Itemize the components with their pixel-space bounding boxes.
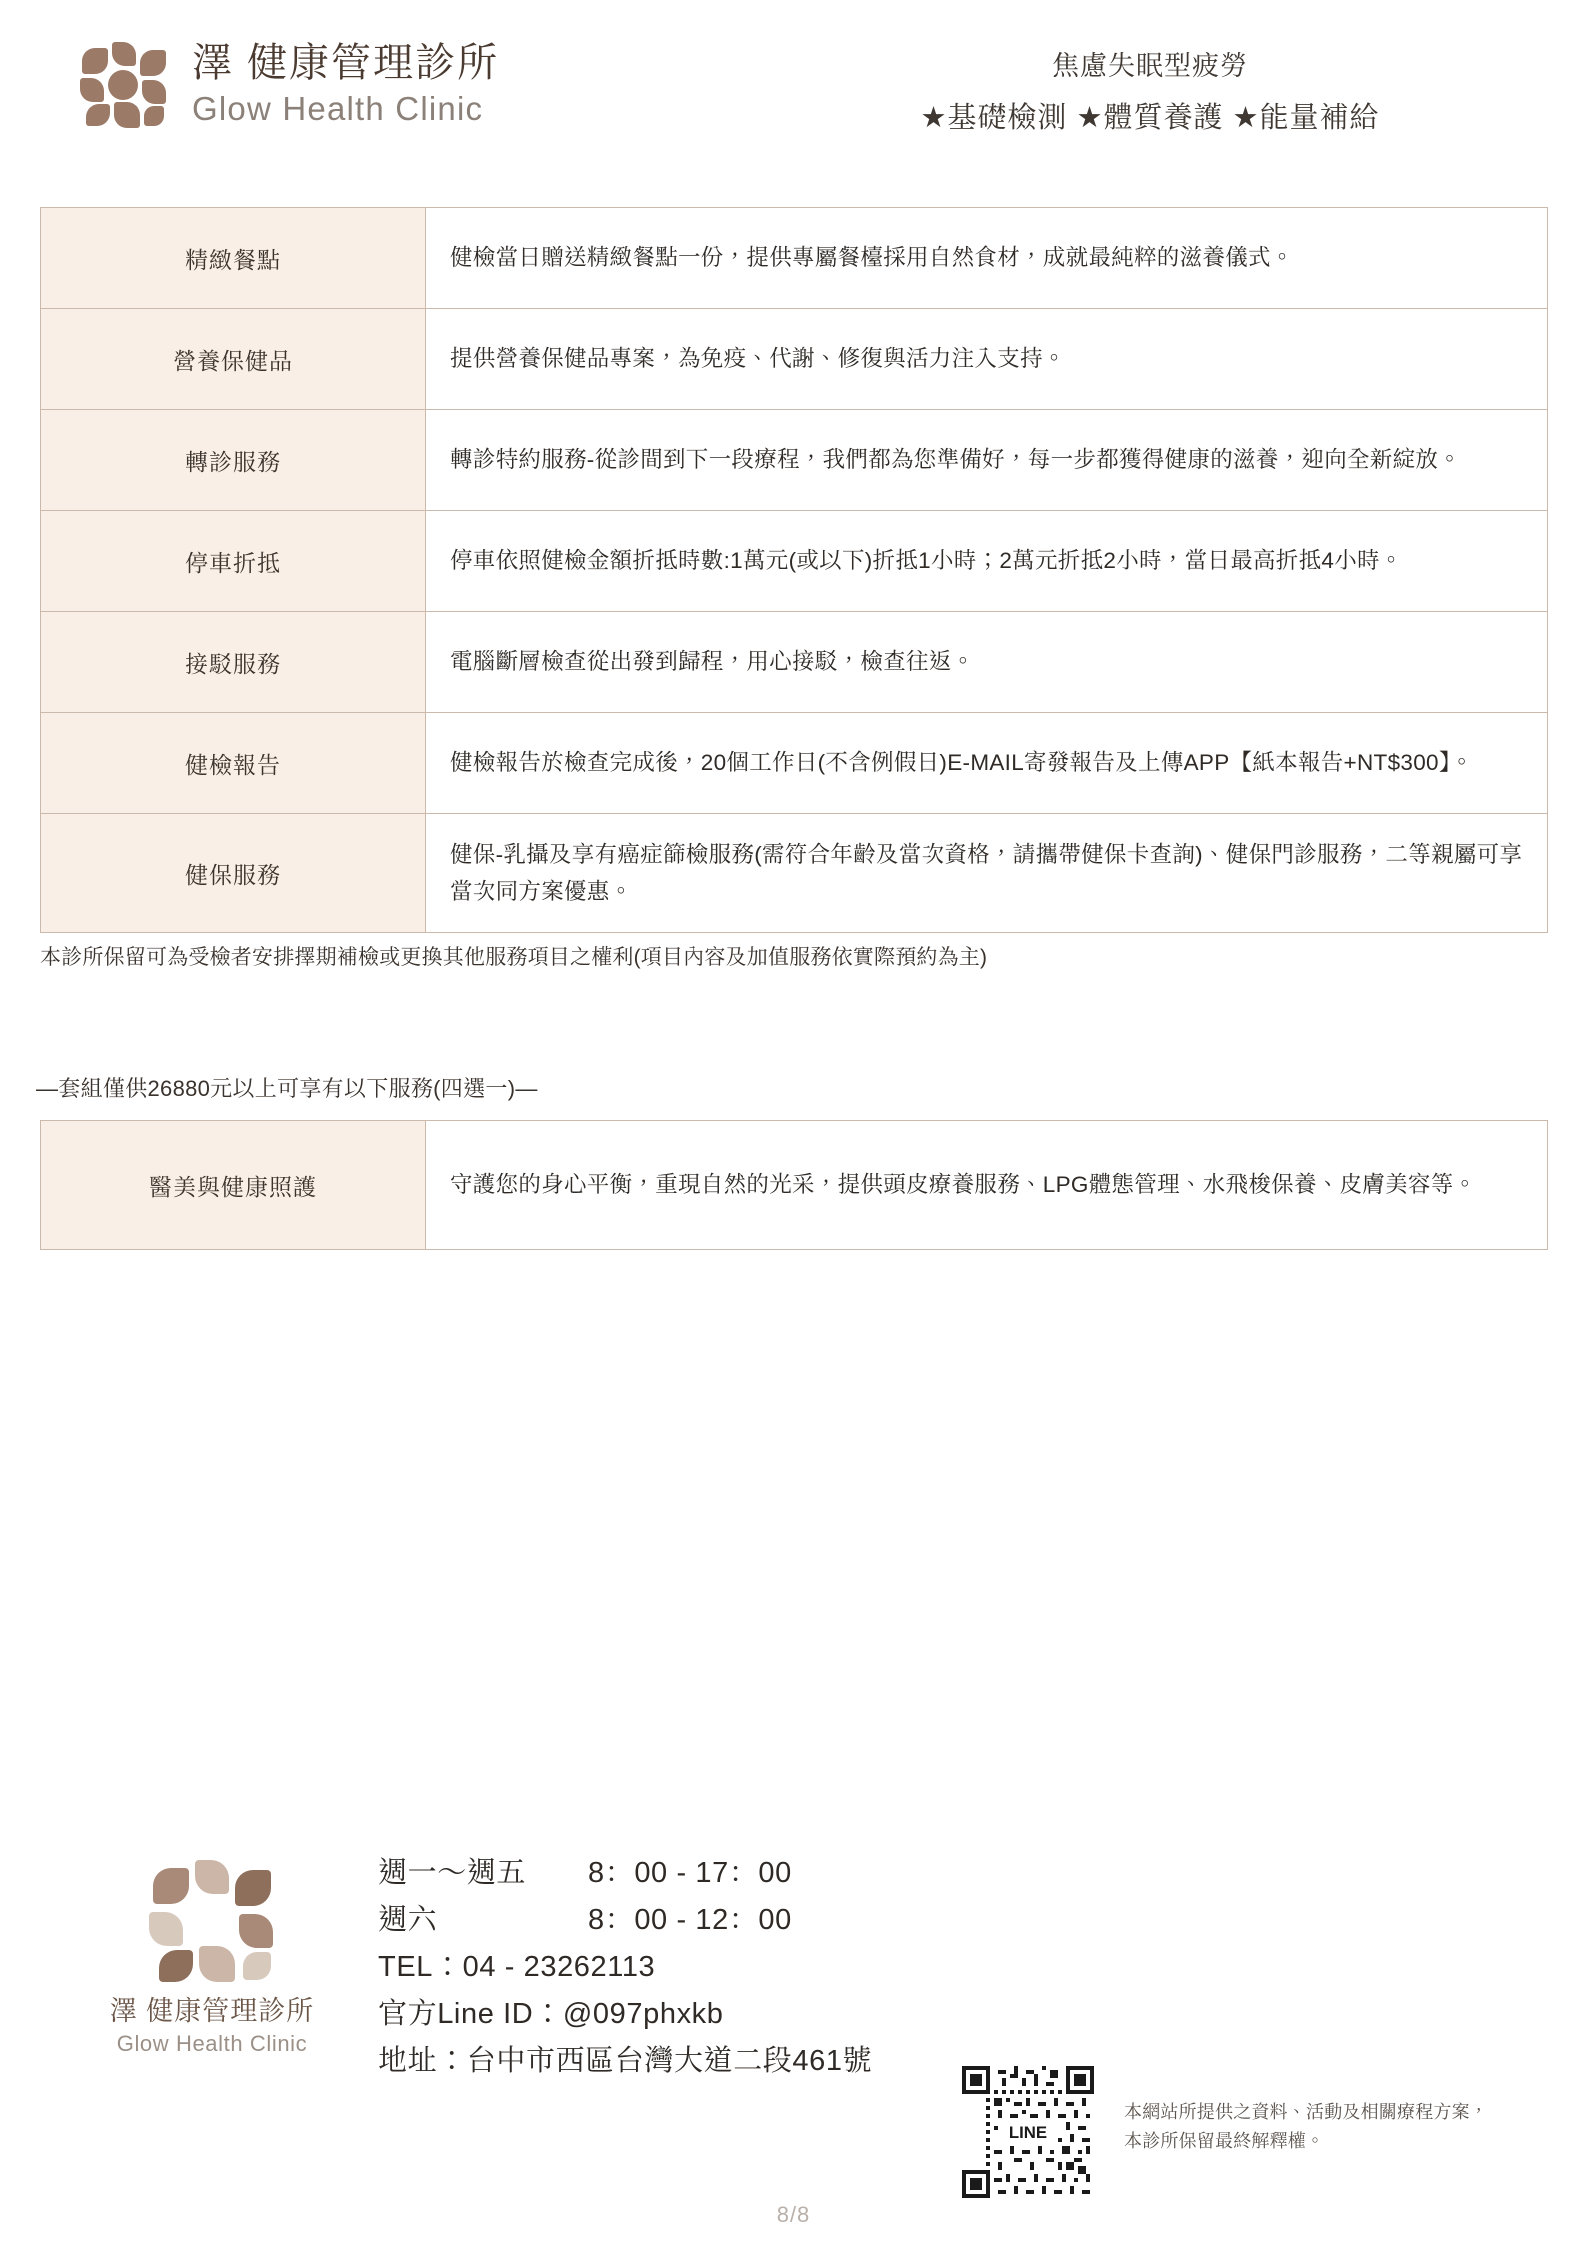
bonus-section-note: —套組僅供26880元以上可享有以下服務(四選一)— <box>36 1076 538 1101</box>
service-label: 營養保健品 <box>41 309 426 409</box>
hours-saturday-label: 週六 <box>378 1903 438 1936</box>
table-row <box>41 814 1547 932</box>
table-row <box>41 309 1547 410</box>
service-description: 健檢當日贈送精緻餐點一份，提供專屬餐檯採用自然食材，成就最純粹的滋養儀式。 <box>426 208 1547 308</box>
footer-brand-name-en: Glow Health Clinic <box>116 2031 308 2057</box>
service-label: 精緻餐點 <box>41 208 426 308</box>
service-description: 電腦斷層檢查從出發到歸程，用心接駁，檢查往返。 <box>426 612 1547 712</box>
footer-brand-name-cn: 澤 健康管理診所 <box>109 1996 315 2026</box>
hours-weekday <box>378 1850 872 1897</box>
line-id: 官方Line ID：@097phxkb <box>378 1997 724 2030</box>
service-label: 健檢報告 <box>41 713 426 813</box>
hours-saturday-value: 8：00 - 12：00 <box>588 1903 792 1936</box>
table-row <box>41 410 1547 511</box>
service-description: 提供營養保健品專案，為免疫、代謝、修復與活力注入支持。 <box>426 309 1547 409</box>
contact-info <box>378 1850 872 2085</box>
page-number: 8/8 <box>776 2202 811 2227</box>
page-header <box>0 0 1587 190</box>
service-description: 轉診特約服務-從診間到下一段療程，我們都為您準備好，每一步都獲得健康的滋養，迎向全新綻放。 <box>426 410 1547 510</box>
hours-weekday-label: 週一～週五 <box>378 1857 527 1889</box>
service-description: 停車依照健檢金額折抵時數:1萬元(或以下)折抵1小時；2萬元折抵2小時，當日最高折抵4小時。 <box>426 511 1547 611</box>
table-row <box>41 612 1547 713</box>
brand-name-cn: 澤 健康管理診所 <box>192 41 500 85</box>
table-row <box>41 511 1547 612</box>
service-label: 停車折抵 <box>41 511 426 611</box>
brand-block <box>78 38 499 129</box>
page-footer <box>0 1830 1587 2245</box>
service-label: 健保服務 <box>41 814 426 932</box>
service-description: 守護您的身心平衡，重現自然的光采，提供頭皮療養服務、LPG體態管理、水飛梭保養、皮膚美容等。 <box>426 1121 1547 1249</box>
service-description: 健檢報告於檢查完成後，20個工作日(不含例假日)E-MAIL寄發報告及上傳APP【紙本報告+NT$300】。 <box>426 713 1547 813</box>
address: 地址：台中市西區台灣大道二段461號 <box>378 2044 873 2077</box>
services-table <box>40 207 1548 933</box>
bonus-table <box>40 1120 1548 1250</box>
page-title-line2: ★基礎檢測 ★體質養護 ★能量補給 <box>920 102 1380 134</box>
page-title <box>780 44 1520 136</box>
service-label: 醫美與健康照護 <box>41 1121 426 1249</box>
disclaimer-line2: 本診所保留最終解釋權。 <box>1124 2130 1325 2151</box>
hours-weekday-value: 8：00 - 17：00 <box>588 1857 792 1889</box>
table-row <box>41 208 1547 309</box>
page-title-line1: 焦慮失眠型疲勞 <box>1052 51 1248 81</box>
service-description: 健保-乳攝及享有癌症篩檢服務(需符合年齡及當次資格，請攜帶健保卡查詢)、健保門診服務，二等親屬可享當次同方案優惠。 <box>426 814 1547 932</box>
table-row <box>41 1121 1547 1249</box>
footer-brand-block <box>92 1858 332 2059</box>
disclaimer-text <box>1124 2098 1488 2156</box>
line-qr-code-icon[interactable] <box>962 2066 1094 2198</box>
service-label: 接駁服務 <box>41 612 426 712</box>
service-label: 轉診服務 <box>41 410 426 510</box>
disclaimer-line1: 本網站所提供之資料、活動及相關療程方案， <box>1124 2102 1488 2122</box>
clinic-flower-logo-icon <box>147 1858 277 1984</box>
qr-line-label: LINE <box>1008 2123 1048 2142</box>
clinic-flower-logo-icon <box>78 40 170 128</box>
telephone: TEL：04 - 23262113 <box>378 1950 656 1983</box>
table-row <box>41 713 1547 814</box>
brand-name-en: Glow Health Clinic <box>192 90 484 127</box>
hours-saturday <box>378 1897 872 1944</box>
table-footnote: 本診所保留可為受檢者安排擇期補檢或更換其他服務項目之權利(項目內容及加值服務依實際預約為主) <box>40 946 988 969</box>
